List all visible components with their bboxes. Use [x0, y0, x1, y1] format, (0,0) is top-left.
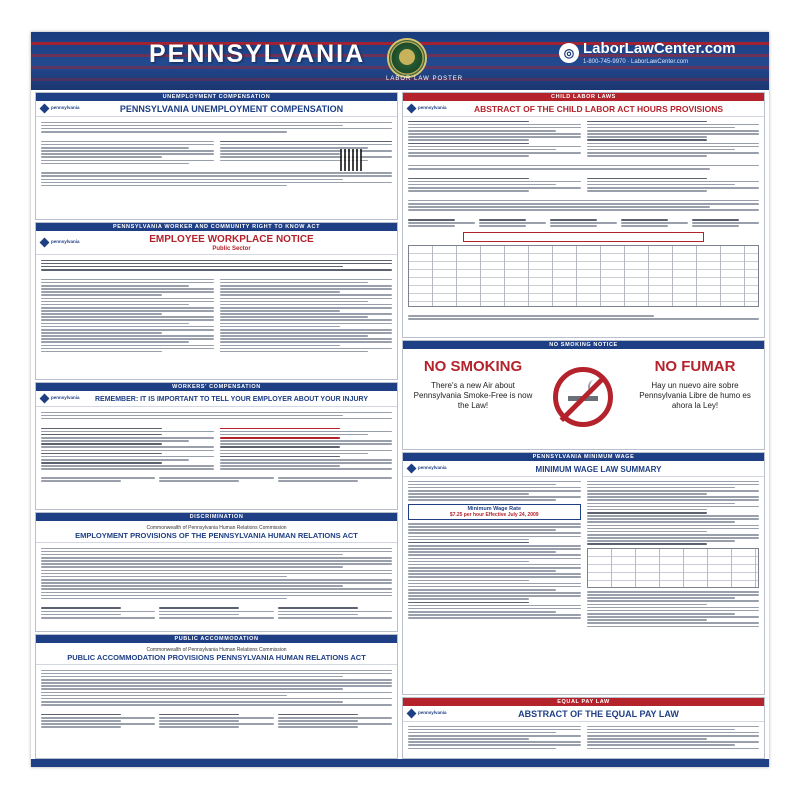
hours-schedule-table: [408, 245, 759, 307]
section-title: ABSTRACT OF THE CHILD LABOR ACT HOURS PROVISIONS: [473, 104, 724, 114]
section-bar: WORKERS' COMPENSATION: [36, 383, 397, 391]
section-bar: PENNSYLVANIA MINIMUM WAGE: [403, 453, 764, 461]
no-smoking-title: NO SMOKING: [423, 358, 523, 375]
section-subtitle: Commonwealth of Pennsylvania Human Relations Commission: [146, 525, 287, 531]
section-title: REMEMBER: IT IS IMPORTANT TO TELL YOUR EMPLOYER ABOUT YOUR INJURY: [94, 395, 369, 403]
pennsylvania-logo: pennsylvania: [41, 238, 71, 248]
section-title: PENNSYLVANIA UNEMPLOYMENT COMPENSATION: [119, 104, 344, 114]
globe-icon: ◎: [559, 43, 579, 63]
child-labor-section: [402, 92, 765, 338]
minimum-wage-rate-text: $7.25 per hour Effective July 24, 2009: [449, 511, 539, 518]
section-title: ABSTRACT OF THE EQUAL PAY LAW: [518, 709, 679, 719]
section-title: EMPLOYMENT PROVISIONS OF THE PENNSYLVANIA HUMAN RELATIONS ACT: [75, 531, 358, 540]
pennsylvania-logo: pennsylvania: [41, 394, 71, 404]
pennsylvania-logo: pennsylvania: [408, 464, 438, 474]
brand-logo-tagline: 1-800-745-9970 · LaborLawCenter.com: [583, 59, 689, 65]
public-accommodation-section: [35, 634, 398, 759]
section-title: EMPLOYEE WORKPLACE NOTICE: [149, 234, 314, 245]
no-smoking-section: [402, 340, 765, 450]
poster-title: PENNSYLVANIA: [149, 40, 366, 68]
state-seal-icon: [387, 38, 427, 78]
brand-logo: [559, 40, 757, 70]
minimum-wage-section: [402, 452, 765, 695]
section-title: MINIMUM WAGE LAW SUMMARY: [535, 464, 662, 474]
equal-pay-section: [402, 697, 765, 759]
discrimination-section: [35, 512, 398, 632]
no-smoking-sign-icon: [553, 367, 613, 427]
section-bar: EQUAL PAY LAW: [403, 698, 764, 706]
section-bar: DISCRIMINATION: [36, 513, 397, 521]
section-bar: CHILD LABOR LAWS: [403, 93, 764, 101]
section-bar: PENNSYLVANIA WORKER AND COMMUNITY RIGHT TO KNOW ACT: [36, 223, 397, 231]
section-title: PUBLIC ACCOMMODATION PROVISIONS PENNSYLVANIA HUMAN RELATIONS ACT: [67, 653, 366, 662]
section-subtitle: Public Sector: [212, 246, 251, 252]
hours-schedule-label: [463, 232, 704, 242]
section-bar: UNEMPLOYMENT COMPENSATION: [36, 93, 397, 101]
labor-law-poster: [31, 32, 769, 767]
poster-footer-strip: [31, 759, 769, 767]
unemployment-section: [35, 92, 398, 220]
no-fumar-title: NO FUMAR: [654, 358, 736, 375]
pennsylvania-logo: pennsylvania: [41, 104, 71, 114]
section-bar: NO SMOKING NOTICE: [403, 341, 764, 349]
minimum-wage-rate-title: Minimum Wage Rate: [467, 505, 522, 512]
no-fumar-text: Hay un nuevo aire sobre Pennsylvania Libre de humo es ahora la Ley!: [639, 381, 751, 410]
wage-table: [587, 548, 760, 588]
workers-comp-section: [35, 382, 398, 510]
right-to-know-section: [35, 222, 398, 380]
no-smoking-text: There's a new Air about Pennsylvania Smoke-Free is now the Law!: [413, 381, 533, 410]
section-bar: PUBLIC ACCOMMODATION: [36, 635, 397, 643]
pennsylvania-logo: pennsylvania: [408, 709, 438, 719]
brand-logo-text: LaborLawCenter.com: [583, 40, 736, 57]
qr-code-icon: [340, 149, 362, 171]
pennsylvania-logo: pennsylvania: [408, 104, 438, 114]
minimum-wage-rate-box: [408, 504, 581, 520]
section-subtitle: Commonwealth of Pennsylvania Human Relations Commission: [146, 647, 287, 653]
poster-subtitle: LABOR LAW POSTER: [386, 76, 464, 82]
poster-header: [31, 32, 769, 90]
